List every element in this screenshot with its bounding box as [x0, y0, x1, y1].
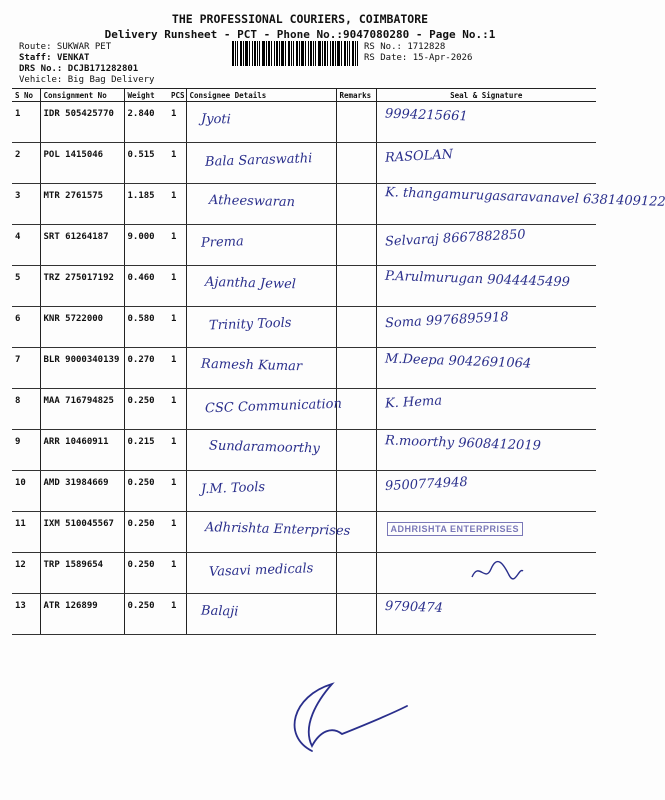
cell-seal-signature [376, 307, 596, 348]
runsheet-table [12, 88, 665, 635]
receiver-signature: M.Deepa 9042691064 [384, 351, 531, 372]
table-row [12, 512, 596, 553]
table-row [12, 102, 596, 143]
col-header-pcs: PCS [168, 89, 186, 102]
col-header-consignment: Consignment No [40, 89, 124, 102]
staff-line [19, 53, 89, 64]
receiver-signature: Selvaraj 8667882850 [384, 227, 526, 250]
cell-consignee [186, 102, 336, 143]
cell-seal-signature [376, 389, 596, 430]
consignee-handwriting: Sundaramoorthy [208, 438, 320, 457]
cell-pcs: 1 [168, 307, 186, 348]
cell-pcs: 1 [168, 348, 186, 389]
cell-weight: 1.185 [124, 184, 168, 225]
cell-weight: 0.580 [124, 307, 168, 348]
cell-seal-signature [376, 553, 596, 594]
cell-pcs: 1 [168, 553, 186, 594]
cell-consignment: SRT 61264187 [40, 225, 124, 266]
barcode-image [232, 41, 358, 66]
cell-weight: 0.250 [124, 512, 168, 553]
cell-sno: 7 [12, 348, 40, 389]
staff-label: Staff: [19, 53, 52, 63]
cell-pcs: 1 [168, 143, 186, 184]
table-row [12, 389, 596, 430]
cell-consignee [186, 225, 336, 266]
cell-weight: 0.215 [124, 430, 168, 471]
cell-sno: 11 [12, 512, 40, 553]
cell-consignee [186, 143, 336, 184]
cell-sno: 6 [12, 307, 40, 348]
cell-sno: 1 [12, 102, 40, 143]
cell-sno: 4 [12, 225, 40, 266]
cell-weight: 0.250 [124, 553, 168, 594]
consignee-handwriting: Vasavi medicals [208, 561, 314, 580]
receiver-signature: R.moorthy 9608412019 [384, 433, 541, 454]
cell-consignment: IDR 505425770 [40, 102, 124, 143]
table-row [12, 471, 596, 512]
cell-consignee [186, 266, 336, 307]
cell-seal-signature [376, 184, 665, 225]
consignee-handwriting: J.M. Tools [200, 479, 265, 498]
rs-date: RS Date: 15-Apr-2026 [364, 53, 473, 63]
cell-seal-signature [376, 266, 596, 307]
cell-seal-signature [376, 512, 596, 553]
cell-remarks [336, 307, 376, 348]
cell-pcs: 1 [168, 184, 186, 225]
cell-consignment: AMD 31984669 [40, 471, 124, 512]
cell-weight: 0.250 [124, 594, 168, 635]
cell-remarks [336, 430, 376, 471]
cell-pcs: 1 [168, 225, 186, 266]
cell-weight: 0.250 [124, 389, 168, 430]
cell-pcs: 1 [168, 389, 186, 430]
cell-sno: 8 [12, 389, 40, 430]
table-row [12, 266, 596, 307]
cell-remarks [336, 184, 376, 225]
consignee-handwriting: Balaji [200, 603, 239, 620]
runsheet-subtitle: Delivery Runsheet - PCT - Phone No.:9047080280 - Page No.:1 [104, 28, 496, 41]
cell-remarks [336, 348, 376, 389]
drs-value: DCJB171282801 [67, 64, 139, 74]
receiver-signature: Soma 9976895918 [384, 309, 509, 332]
cell-pcs: 1 [168, 512, 186, 553]
col-header-seal: Seal & Signature [376, 89, 596, 102]
cell-seal-signature [376, 225, 596, 266]
receiver-signature: 9790474 [384, 598, 443, 617]
col-header-remarks: Remarks [336, 89, 376, 102]
consignee-handwriting: CSC Communication [204, 396, 342, 417]
receiver-signature: 9994215661 [384, 106, 468, 125]
receiver-signature: RASOLAN [384, 147, 453, 166]
table-row [12, 184, 596, 225]
consignee-handwriting: Bala Saraswathi [204, 151, 313, 170]
drs-line [19, 64, 138, 75]
cell-consignment: KNR 5722000 [40, 307, 124, 348]
cell-consignment: TRZ 275017192 [40, 266, 124, 307]
cell-weight: 9.000 [124, 225, 168, 266]
receiver-signature: K. thangamurugasaravanavel 6381409122 [384, 185, 665, 210]
consignee-handwriting: Trinity Tools [208, 315, 292, 334]
cell-consignee [186, 430, 336, 471]
scribble-signature [467, 557, 527, 585]
route-text: Route: SUKWAR PET [19, 42, 112, 52]
cell-consignee [186, 594, 336, 635]
table-row [12, 348, 596, 389]
consignee-handwriting: Jyoti [200, 111, 231, 128]
consignee-handwriting: Atheeswaran [208, 192, 295, 211]
cell-sno: 9 [12, 430, 40, 471]
cell-sno: 2 [12, 143, 40, 184]
cell-seal-signature [376, 430, 596, 471]
table-row [12, 594, 596, 635]
cell-weight: 0.250 [124, 471, 168, 512]
vehicle-text: Vehicle: Big Bag Delivery [19, 75, 155, 85]
cell-remarks [336, 102, 376, 143]
cell-consignment: MAA 716794825 [40, 389, 124, 430]
cell-consignee [186, 348, 336, 389]
consignee-handwriting: Prema [200, 234, 244, 251]
cell-consignee [186, 389, 342, 430]
cell-remarks [336, 594, 376, 635]
cell-pcs: 1 [168, 266, 186, 307]
cell-weight: 0.460 [124, 266, 168, 307]
cell-pcs: 1 [168, 594, 186, 635]
staff-value: VENKAT [56, 53, 90, 63]
col-header-sno: S No [12, 89, 40, 102]
cell-sno: 13 [12, 594, 40, 635]
cell-seal-signature [376, 102, 596, 143]
cell-weight: 0.270 [124, 348, 168, 389]
consignee-handwriting: Ramesh Kumar [200, 356, 302, 375]
cell-sno: 3 [12, 184, 40, 225]
receiver-signature: K. Hema [384, 393, 442, 412]
cell-consignment: MTR 2761575 [40, 184, 124, 225]
cell-consignment: ARR 10460911 [40, 430, 124, 471]
cell-consignment: ATR 126899 [40, 594, 124, 635]
cell-seal-signature [376, 143, 596, 184]
cell-pcs: 1 [168, 471, 186, 512]
cell-remarks [336, 266, 376, 307]
cell-seal-signature [376, 348, 596, 389]
consignee-handwriting: Adhrishta Enterprises [204, 520, 351, 539]
cell-weight: 2.840 [124, 102, 168, 143]
company-title: THE PROFESSIONAL COURIERS, COIMBATORE [171, 12, 429, 26]
table-row [12, 553, 596, 594]
cell-consignment: BLR 9000340139 [40, 348, 124, 389]
col-header-weight: Weight [124, 89, 168, 102]
cell-sno: 12 [12, 553, 40, 594]
receiver-signature: 9500774948 [384, 474, 468, 495]
cell-weight: 0.515 [124, 143, 168, 184]
company-stamp: ADHRISHTA ENTERPRISES [387, 522, 524, 536]
cell-pcs: 1 [168, 430, 186, 471]
cell-consignee [186, 512, 351, 553]
table-row [12, 307, 596, 348]
table-row [12, 430, 596, 471]
cell-consignment: TRP 1589654 [40, 553, 124, 594]
cell-consignment: IXM 510045567 [40, 512, 124, 553]
table-row [12, 143, 596, 184]
cell-sno: 5 [12, 266, 40, 307]
cell-remarks [336, 225, 376, 266]
cell-pcs: 1 [168, 102, 186, 143]
cell-consignment: POL 1415046 [40, 143, 124, 184]
table-row [12, 225, 596, 266]
cell-sno: 10 [12, 471, 40, 512]
cell-consignee [186, 184, 336, 225]
col-header-consignee: Consignee Details [186, 89, 336, 102]
drs-label: DRS No.: [19, 64, 63, 74]
rs-number: RS No.: 1712828 [364, 42, 446, 52]
staff-signature [272, 676, 412, 756]
cell-seal-signature [376, 471, 596, 512]
cell-consignee [186, 471, 336, 512]
cell-consignee [186, 553, 336, 594]
table-header-row [12, 89, 596, 102]
cell-seal-signature [376, 594, 596, 635]
cell-remarks [336, 471, 376, 512]
cell-remarks [336, 553, 376, 594]
consignee-handwriting: Ajantha Jewel [204, 274, 296, 293]
receiver-signature: P.Arulmurugan 9044445499 [384, 268, 570, 291]
cell-consignee [186, 307, 336, 348]
cell-remarks [336, 143, 376, 184]
